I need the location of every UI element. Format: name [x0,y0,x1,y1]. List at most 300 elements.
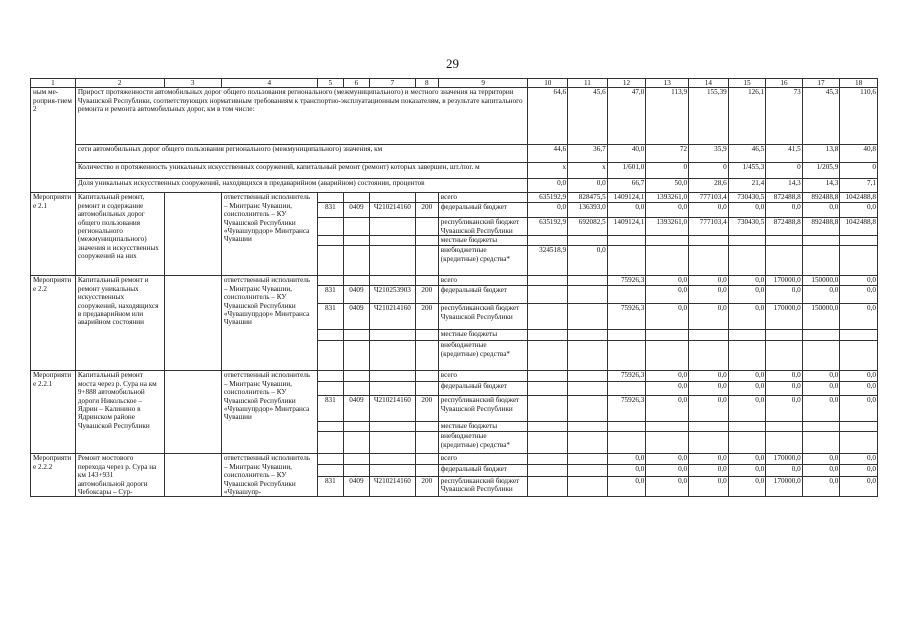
funding-value: 0,0 [728,286,766,304]
budget-code [415,193,438,203]
funding-value: 75926,3 [607,276,646,286]
budget-code [415,330,438,341]
budget-code [317,382,343,396]
funding-value: 0,0 [689,382,729,396]
column-number: 2 [75,79,164,88]
budget-code: 200 [415,203,438,218]
measure-name: Капитальный ремонт, ремонт и содержание автомобильных дорог общего пользования регионального (межмуниципального) значения и искусственных сооружений на них [75,193,164,276]
column-number: 6 [343,79,369,88]
funding-value [802,422,840,432]
funding-value: 0,0 [840,371,878,382]
funding-value: 0,0 [728,203,766,218]
indicator-value: 0,0 [568,179,608,193]
budget-code [369,371,415,382]
funding-value [607,236,646,246]
funding-value [646,422,689,432]
funding-value: 0,0 [728,382,766,396]
funding-value: 0,0 [728,276,766,286]
funding-value [646,432,689,454]
budget-code [343,341,369,371]
funding-value: 0,0 [646,454,689,464]
funding-value [840,432,878,454]
column-number: 9 [438,79,528,88]
funding-value: 0,0 [802,396,840,422]
indicator-value: 1/455,3 [728,163,766,179]
funding-value: 0,0 [528,203,568,218]
indicator-value: 14,3 [766,179,803,193]
funding-value [646,330,689,341]
funding-value: 0,0 [766,464,803,476]
indicator-value: 110,6 [840,88,878,145]
budget-code: 0409 [343,396,369,422]
budget-code [343,454,369,464]
funding-value [568,454,608,464]
funding-value [766,246,803,276]
funding-source: всего [438,371,528,382]
funding-value: 1393261,0 [646,193,689,203]
funding-value: 0,0 [802,382,840,396]
funding-value: 0,0 [646,286,689,304]
column-number: 17 [802,79,840,88]
budget-code [369,422,415,432]
budget-code [317,454,343,464]
funding-source: внебюджетные (кредитные) средства* [438,246,528,276]
budget-code [369,341,415,371]
funding-source: республиканский бюджет Чувашской Республики [438,304,528,330]
funding-value: 0,0 [568,246,608,276]
funding-value: 75926,3 [607,371,646,382]
measure-label: Мероприятие 2.2.2 [31,454,76,497]
funding-value: 0,0 [689,371,729,382]
funding-value: 0,0 [766,286,803,304]
funding-value [568,236,608,246]
indicator-value: 0 [766,163,803,179]
funding-value [840,330,878,341]
budget-code [369,330,415,341]
funding-value: 0,0 [689,464,729,476]
funding-value [646,341,689,371]
funding-value [568,422,608,432]
budget-code: 0409 [343,203,369,218]
measure-name: Ремонт мостового перехода через р. Сура на км 143+931 автомобильной дороги Чебоксары – Сур- [75,454,164,497]
measure-blank [164,276,221,371]
funding-value: 0,0 [607,454,646,464]
budget-code [415,236,438,246]
source-row [31,371,878,382]
funding-value [802,432,840,454]
funding-value: 0,0 [607,476,646,497]
funding-value [689,330,729,341]
funding-value: 324518,9 [528,246,568,276]
funding-value [766,422,803,432]
budget-code: Ч210214160 [369,203,415,218]
funding-value: 75926,3 [607,396,646,422]
indicator-value: 0 [840,163,878,179]
funding-value [689,246,729,276]
indicator-text: Количество и протяженность уникальных искусственных сооружений, капитальный ремонт (ремонт) которых завершен, шт./пог. м [75,163,528,179]
funding-value: 0,0 [802,286,840,304]
funding-value [689,341,729,371]
column-number: 14 [689,79,729,88]
funding-value [568,396,608,422]
funding-value [528,422,568,432]
funding-value [528,286,568,304]
budget-code: 831 [317,396,343,422]
funding-value: 0,0 [840,304,878,330]
funding-value: 0,0 [840,396,878,422]
indicator-value: 28,6 [689,179,729,193]
funding-value: 0,0 [689,396,729,422]
funding-value: 170000,0 [766,476,803,497]
measure-label: Мероприятие 2.2.1 [31,371,76,454]
funding-source: всего [438,276,528,286]
indicator-value: 7,1 [840,179,878,193]
indicator-value: 126,1 [728,88,766,145]
indicator-row [31,179,878,193]
funding-value: 828475,5 [568,193,608,203]
funding-source: всего [438,454,528,464]
budget-code [369,236,415,246]
indicator-value: 0,0 [528,179,568,193]
funding-value: 635192,9 [528,218,568,236]
funding-value [607,286,646,304]
funding-value: 0,0 [766,203,803,218]
funding-value: 872488,8 [766,193,803,203]
budget-code [369,246,415,276]
column-number: 3 [164,79,221,88]
source-row [31,193,878,203]
indicator-value: 40,0 [607,145,646,163]
indicator-row [31,145,878,163]
column-number: 12 [607,79,646,88]
funding-source: федеральный бюджет [438,382,528,396]
funding-value [528,464,568,476]
budget-code: 200 [415,286,438,304]
funding-value: 170000,0 [766,276,803,286]
funding-value: 635192,9 [528,193,568,203]
funding-value: 170000,0 [766,304,803,330]
funding-value [528,432,568,454]
measure-responsible: ответственный исполнитель – Минтранс Чувашии, соисполнитель – КУ Чувашской Республики «Чувашупрдор» Минтранса Чувашии [221,193,317,276]
column-number: 4 [221,79,317,88]
indicator-value: 66,7 [607,179,646,193]
funding-source: местные бюджеты [438,236,528,246]
funding-value: 150000,0 [802,304,840,330]
funding-value: 730430,5 [728,193,766,203]
column-number: 11 [568,79,608,88]
column-number: 15 [728,79,766,88]
funding-source: федеральный бюджет [438,286,528,304]
funding-value [840,341,878,371]
funding-value: 0,0 [802,371,840,382]
funding-value [802,246,840,276]
funding-value: 0,0 [646,464,689,476]
budget-code: 831 [317,203,343,218]
funding-value: 0,0 [689,454,729,464]
funding-value [528,396,568,422]
funding-value [840,236,878,246]
funding-value: 0,0 [728,396,766,422]
budget-code [317,276,343,286]
column-number: 1 [31,79,76,88]
measure-name: Капитальный ремонт моста через р. Сура на км 9+888 автомобильной дороги Никольское – Ядрин – Калинино в Ядринском районе Чувашской Республики [75,371,164,454]
budget-code: 831 [317,286,343,304]
funding-value [528,341,568,371]
funding-value [646,236,689,246]
funding-value: 1393261,0 [646,218,689,236]
budget-code [317,330,343,341]
funding-value [568,476,608,497]
indicator-value: 155,39 [689,88,729,145]
budget-code: Ч210253903 [369,286,415,304]
measure-label: Мероприятие 2.2 [31,276,76,371]
funding-source: федеральный бюджет [438,464,528,476]
budget-code [415,454,438,464]
funding-value: 0,0 [646,476,689,497]
funding-value [766,330,803,341]
budget-code [415,276,438,286]
measure-name: Капитальный ремонт и ремонт уникальных искусственных сооружений, находящихся в предаварийном или аварийном состоянии [75,276,164,371]
funding-value: 692082,5 [568,218,608,236]
indicator-value: 21,4 [728,179,766,193]
budget-code [343,246,369,276]
budget-code [369,432,415,454]
indicator-value: 0 [646,163,689,179]
page-number: 29 [446,56,459,71]
funding-value [568,330,608,341]
funding-value: 0,0 [840,476,878,497]
budget-code [415,218,438,236]
funding-value: 0,0 [646,396,689,422]
funding-value [528,454,568,464]
budget-code [415,382,438,396]
measure-label: Мероприятие 2.1 [31,193,76,276]
indicator-value: 73 [766,88,803,145]
funding-value: 1409124,1 [607,218,646,236]
funding-value: 0,0 [728,464,766,476]
indicator-value: 35,9 [689,145,729,163]
funding-source: республиканский бюджет Чувашской Республики [438,476,528,497]
funding-value: 1042488,8 [840,193,878,203]
indicator-value: 47,0 [607,88,646,145]
funding-value: 0,0 [646,276,689,286]
indicator-value: 13,8 [802,145,840,163]
column-number: 18 [840,79,878,88]
budget-code [369,218,415,236]
budget-code: Ч210214160 [369,396,415,422]
funding-value [689,432,729,454]
budget-code [415,246,438,276]
indicator-text: сети автомобильных дорог общего пользования регионального (межмуниципального) значения, км [75,145,528,163]
indicator-value: 45,6 [568,88,608,145]
budget-code [415,422,438,432]
column-number-row [31,79,878,88]
funding-value [728,422,766,432]
funding-value: 0,0 [840,203,878,218]
funding-value: 0,0 [766,382,803,396]
funding-value [607,382,646,396]
budget-code [343,422,369,432]
budget-code [415,432,438,454]
budget-code [317,246,343,276]
funding-value: 170000,0 [766,454,803,464]
funding-source: всего [438,193,528,203]
funding-value: 0,0 [766,371,803,382]
funding-value: 0,0 [607,464,646,476]
funding-value [568,464,608,476]
budget-code: 200 [415,396,438,422]
funding-value [766,236,803,246]
budget-code: 0409 [343,476,369,497]
budget-code [343,432,369,454]
budget-code [317,464,343,476]
budget-code: 831 [317,476,343,497]
funding-source: внебюджетные (кредитные) средства* [438,432,528,454]
budget-code [343,236,369,246]
funding-value [568,304,608,330]
funding-value [646,246,689,276]
funding-source: местные бюджеты [438,330,528,341]
indicator-value: 44,6 [528,145,568,163]
budget-code [415,371,438,382]
funding-value [528,236,568,246]
funding-value: 0,0 [728,476,766,497]
funding-value [766,432,803,454]
budget-code [369,382,415,396]
budget-code [317,218,343,236]
budget-code [317,371,343,382]
funding-value: 75926,3 [607,304,646,330]
budget-code [317,432,343,454]
budget-code [415,341,438,371]
budget-code [369,454,415,464]
measure-responsible: ответственный исполнитель – Минтранс Чувашии, соисполнитель – КУ Чувашской Республики «Чувашупрдор» Минтранса Чувашии [221,276,317,371]
column-number: 5 [317,79,343,88]
funding-value: 150000,0 [802,276,840,286]
budget-code [415,464,438,476]
budget-code [343,371,369,382]
budget-code: Ч210214160 [369,476,415,497]
funding-value: 136393,0 [568,203,608,218]
budget-code: 831 [317,304,343,330]
indicator-value: 46,5 [728,145,766,163]
funding-value [607,432,646,454]
budget-code [369,276,415,286]
table-body [31,79,878,497]
funding-value: 0,0 [689,304,729,330]
budget-code [317,193,343,203]
funding-value [607,422,646,432]
funding-source: федеральный бюджет [438,203,528,218]
funding-value: 0,0 [607,203,646,218]
column-number: 7 [369,79,415,88]
budget-code [317,236,343,246]
budget-code [369,193,415,203]
indicator-row [31,88,878,145]
program-table [30,78,878,497]
column-number: 16 [766,79,803,88]
funding-value: 0,0 [766,396,803,422]
funding-value: 0,0 [840,286,878,304]
funding-value: 0,0 [728,454,766,464]
funding-value: 892488,8 [802,218,840,236]
funding-source: внебюджетные (кредитные) средства* [438,341,528,371]
funding-source: республиканский бюджет Чувашской Республики [438,218,528,236]
funding-value [568,382,608,396]
funding-value: 0,0 [840,382,878,396]
budget-code [317,422,343,432]
indicator-text: Прирост протяженности автомобильных дорог общего пользования регионального (межмуниципального) и местного значения на территории Чувашской Республики, соответствующих нормативным требованиям к транспортно-эксплуатационным показателям, в результате капитального ремонта и ремонта автомобильных дорог, км в том числе: [75,88,528,145]
funding-value [528,476,568,497]
measure-blank [164,454,221,497]
budget-code: 0409 [343,286,369,304]
funding-value [728,432,766,454]
funding-value [607,246,646,276]
funding-value: 0,0 [802,454,840,464]
measure-responsible: ответственный исполнитель – Минтранс Чувашии, соисполнитель – КУ Чувашской Республики «Чувашупр- [221,454,317,497]
indicator-value: 14,3 [802,179,840,193]
funding-value [728,341,766,371]
funding-value [689,236,729,246]
measure-responsible: ответственный исполнитель – Минтранс Чувашии, соисполнитель – КУ Чувашской Республики «Чувашупрдор» Минтранса Чувашии [221,371,317,454]
indicator-value: 0 [689,163,729,179]
funding-value: 0,0 [840,464,878,476]
budget-code: 200 [415,476,438,497]
funding-value [528,330,568,341]
funding-value [568,432,608,454]
funding-value [728,330,766,341]
budget-code [343,464,369,476]
funding-value [568,276,608,286]
funding-value [568,371,608,382]
measure-label: ным ме-роприя-тием 2 [31,88,76,193]
budget-code [343,276,369,286]
funding-value: 777103,4 [689,218,729,236]
measure-blank [164,193,221,276]
funding-value [840,246,878,276]
source-row [31,276,878,286]
budget-code [343,382,369,396]
funding-value: 0,0 [646,382,689,396]
funding-value [528,304,568,330]
budget-code [343,218,369,236]
indicator-value: x [568,163,608,179]
funding-value [766,341,803,371]
funding-value: 872488,8 [766,218,803,236]
budget-code [369,464,415,476]
funding-value [607,330,646,341]
funding-value: 0,0 [646,203,689,218]
funding-value [728,236,766,246]
funding-value: 0,0 [840,276,878,286]
funding-value: 0,0 [728,304,766,330]
column-number: 10 [528,79,568,88]
budget-code [343,193,369,203]
budget-code: 0409 [343,304,369,330]
indicator-text: Доля уникальных искусственных сооружений, находящихся в предаварийном (аварийном) состоянии, процентов [75,179,528,193]
funding-value: 0,0 [840,454,878,464]
indicator-row [31,163,878,179]
funding-value: 730430,5 [728,218,766,236]
column-number: 8 [415,79,438,88]
funding-value: 777103,4 [689,193,729,203]
funding-source: республиканский бюджет Чувашской Республики [438,396,528,422]
indicator-value: 64,6 [528,88,568,145]
funding-value [568,286,608,304]
funding-value [802,341,840,371]
funding-value [528,276,568,286]
source-row [31,454,878,464]
